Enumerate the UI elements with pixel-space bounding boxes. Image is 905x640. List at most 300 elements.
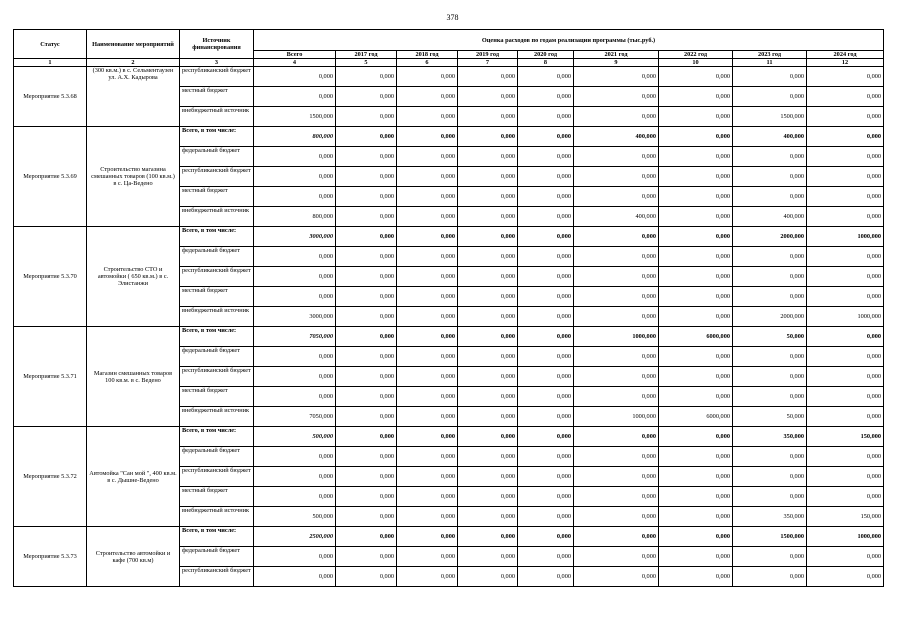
- amount-cell: 0,000: [518, 347, 574, 367]
- amount-cell: 0,000: [574, 107, 659, 127]
- col-number: 9: [574, 59, 659, 67]
- amount-cell: 0,000: [397, 447, 458, 467]
- amount-cell: 0,000: [336, 87, 397, 107]
- header-estimate: Оценка расходов по годам реализации программы (тыс.руб.): [254, 30, 884, 51]
- amount-cell: 0,000: [458, 447, 518, 467]
- amount-cell: 0,000: [254, 467, 336, 487]
- header-year: 2018 год: [397, 51, 458, 59]
- amount-cell: 0,000: [518, 167, 574, 187]
- amount-cell: 0,000: [254, 187, 336, 207]
- amount-cell: 0,000: [733, 347, 807, 367]
- amount-cell: 50,000: [733, 327, 807, 347]
- amount-cell: 0,000: [659, 107, 733, 127]
- amount-cell: 1500,000: [733, 107, 807, 127]
- amount-cell: 0,000: [336, 267, 397, 287]
- amount-cell: 0,000: [733, 87, 807, 107]
- amount-cell: 500,000: [254, 507, 336, 527]
- funding-source: республиканский бюджет: [180, 67, 254, 87]
- amount-cell: 0,000: [659, 147, 733, 167]
- amount-cell: 0,000: [659, 487, 733, 507]
- amount-cell: 0,000: [397, 87, 458, 107]
- amount-cell: 0,000: [807, 267, 884, 287]
- expenditure-table: [13, 29, 884, 587]
- header-year: 2023 год: [733, 51, 807, 59]
- amount-cell: 0,000: [458, 507, 518, 527]
- amount-cell: 150,000: [807, 427, 884, 447]
- amount-cell: 0,000: [458, 467, 518, 487]
- amount-cell: 0,000: [574, 67, 659, 87]
- amount-cell: 1000,000: [807, 307, 884, 327]
- amount-cell: 800,000: [254, 207, 336, 227]
- amount-cell: 0,000: [518, 487, 574, 507]
- amount-cell: 0,000: [659, 427, 733, 447]
- measure-name: Магазин смешанных товаров 100 кв.м. в с. Ведено: [87, 327, 180, 427]
- amount-cell: 0,000: [397, 227, 458, 247]
- amount-cell: 6000,000: [659, 407, 733, 427]
- amount-cell: 0,000: [518, 427, 574, 447]
- col-number: 12: [807, 59, 884, 67]
- amount-cell: 0,000: [336, 167, 397, 187]
- amount-cell: 0,000: [518, 547, 574, 567]
- funding-source: федеральный бюджет: [180, 147, 254, 167]
- amount-cell: 0,000: [659, 527, 733, 547]
- amount-cell: 0,000: [807, 367, 884, 387]
- amount-cell: 2000,000: [733, 227, 807, 247]
- amount-cell: 0,000: [397, 287, 458, 307]
- funding-source: федеральный бюджет: [180, 547, 254, 567]
- amount-cell: 0,000: [397, 547, 458, 567]
- amount-cell: 0,000: [397, 207, 458, 227]
- amount-cell: 1500,000: [733, 527, 807, 547]
- amount-cell: 0,000: [574, 567, 659, 587]
- amount-cell: 0,000: [336, 227, 397, 247]
- amount-cell: 0,000: [659, 507, 733, 527]
- amount-cell: 0,000: [336, 187, 397, 207]
- amount-cell: 0,000: [254, 267, 336, 287]
- amount-cell: 0,000: [733, 387, 807, 407]
- header-year: 2019 год: [458, 51, 518, 59]
- measure-status: Мероприятие 5.3.68: [14, 67, 87, 127]
- amount-cell: 0,000: [397, 347, 458, 367]
- col-number: 5: [336, 59, 397, 67]
- amount-cell: 0,000: [733, 67, 807, 87]
- amount-cell: 0,000: [807, 147, 884, 167]
- amount-cell: 0,000: [336, 527, 397, 547]
- amount-cell: 0,000: [807, 167, 884, 187]
- amount-cell: 0,000: [336, 327, 397, 347]
- amount-cell: 0,000: [659, 247, 733, 267]
- amount-cell: 0,000: [807, 127, 884, 147]
- amount-cell: 0,000: [807, 67, 884, 87]
- amount-cell: 0,000: [458, 287, 518, 307]
- col-number: 7: [458, 59, 518, 67]
- funding-source: Всего, в том числе:: [180, 127, 254, 147]
- amount-cell: 0,000: [254, 367, 336, 387]
- amount-cell: 0,000: [518, 407, 574, 427]
- amount-cell: 1000,000: [574, 407, 659, 427]
- amount-cell: 0,000: [254, 387, 336, 407]
- amount-cell: 0,000: [574, 147, 659, 167]
- amount-cell: 0,000: [458, 427, 518, 447]
- amount-cell: 0,000: [574, 507, 659, 527]
- amount-cell: 0,000: [397, 467, 458, 487]
- amount-cell: 0,000: [336, 247, 397, 267]
- amount-cell: 0,000: [659, 387, 733, 407]
- amount-cell: 0,000: [807, 387, 884, 407]
- amount-cell: 0,000: [733, 247, 807, 267]
- funding-source: Всего, в том числе:: [180, 227, 254, 247]
- amount-cell: 0,000: [397, 507, 458, 527]
- amount-cell: 0,000: [458, 227, 518, 247]
- amount-cell: 0,000: [254, 287, 336, 307]
- funding-source: внебюджетный источник: [180, 407, 254, 427]
- amount-cell: 0,000: [336, 67, 397, 87]
- amount-cell: 0,000: [397, 327, 458, 347]
- amount-cell: 0,000: [659, 227, 733, 247]
- amount-cell: 2000,000: [733, 307, 807, 327]
- amount-cell: 7050,000: [254, 327, 336, 347]
- col-number: 1: [14, 59, 87, 67]
- measure-status: Мероприятие 5.3.69: [14, 127, 87, 227]
- amount-cell: 0,000: [518, 247, 574, 267]
- amount-cell: 0,000: [807, 467, 884, 487]
- amount-cell: 0,000: [336, 547, 397, 567]
- page-number: 378: [446, 13, 459, 22]
- amount-cell: 0,000: [458, 127, 518, 147]
- amount-cell: 1500,000: [254, 107, 336, 127]
- amount-cell: 0,000: [733, 267, 807, 287]
- amount-cell: 6000,000: [659, 327, 733, 347]
- amount-cell: 0,000: [659, 567, 733, 587]
- amount-cell: 0,000: [458, 367, 518, 387]
- amount-cell: 0,000: [659, 127, 733, 147]
- measure-name: Строительство автомойки и кафе (700 кв.м): [87, 527, 180, 587]
- amount-cell: 0,000: [574, 387, 659, 407]
- header-year: 2017 год: [336, 51, 397, 59]
- amount-cell: 0,000: [458, 347, 518, 367]
- amount-cell: 0,000: [574, 227, 659, 247]
- amount-cell: 0,000: [336, 567, 397, 587]
- funding-source: местный бюджет: [180, 187, 254, 207]
- amount-cell: 0,000: [659, 207, 733, 227]
- funding-source: Всего, в том числе:: [180, 527, 254, 547]
- amount-cell: 0,000: [807, 567, 884, 587]
- measure-status: Мероприятие 5.3.70: [14, 227, 87, 327]
- amount-cell: 0,000: [458, 147, 518, 167]
- amount-cell: 350,000: [733, 507, 807, 527]
- amount-cell: 0,000: [659, 187, 733, 207]
- table-row: [14, 67, 884, 87]
- amount-cell: 0,000: [807, 447, 884, 467]
- amount-cell: 0,000: [336, 487, 397, 507]
- amount-cell: 350,000: [733, 427, 807, 447]
- amount-cell: 0,000: [254, 167, 336, 187]
- amount-cell: 0,000: [807, 407, 884, 427]
- col-number: 10: [659, 59, 733, 67]
- amount-cell: 500,000: [254, 427, 336, 447]
- amount-cell: 400,000: [574, 207, 659, 227]
- amount-cell: 0,000: [807, 347, 884, 367]
- amount-cell: 0,000: [397, 387, 458, 407]
- amount-cell: 0,000: [458, 247, 518, 267]
- table-row: [14, 127, 884, 147]
- funding-source: республиканский бюджет: [180, 467, 254, 487]
- col-number: 2: [87, 59, 180, 67]
- amount-cell: 0,000: [518, 387, 574, 407]
- amount-cell: 3000,000: [254, 227, 336, 247]
- amount-cell: 0,000: [733, 567, 807, 587]
- col-number: 11: [733, 59, 807, 67]
- amount-cell: 0,000: [574, 87, 659, 107]
- amount-cell: 0,000: [336, 427, 397, 447]
- amount-cell: 7050,000: [254, 407, 336, 427]
- amount-cell: 0,000: [458, 307, 518, 327]
- amount-cell: 0,000: [574, 467, 659, 487]
- amount-cell: 0,000: [518, 327, 574, 347]
- amount-cell: 0,000: [574, 287, 659, 307]
- funding-source: внебюджетный источник: [180, 107, 254, 127]
- amount-cell: 0,000: [733, 187, 807, 207]
- amount-cell: 1000,000: [807, 527, 884, 547]
- amount-cell: 0,000: [254, 67, 336, 87]
- header-source: Источник финансирования: [180, 30, 254, 59]
- measure-status: Мероприятие 5.3.73: [14, 527, 87, 587]
- amount-cell: 0,000: [518, 467, 574, 487]
- amount-cell: 0,000: [336, 507, 397, 527]
- amount-cell: 0,000: [254, 547, 336, 567]
- amount-cell: 0,000: [659, 167, 733, 187]
- amount-cell: 0,000: [518, 107, 574, 127]
- amount-cell: 0,000: [397, 147, 458, 167]
- amount-cell: 0,000: [518, 307, 574, 327]
- amount-cell: 0,000: [397, 307, 458, 327]
- amount-cell: 0,000: [397, 187, 458, 207]
- funding-source: местный бюджет: [180, 287, 254, 307]
- amount-cell: 0,000: [397, 367, 458, 387]
- amount-cell: 0,000: [458, 87, 518, 107]
- amount-cell: 0,000: [659, 287, 733, 307]
- amount-cell: 0,000: [397, 267, 458, 287]
- amount-cell: 0,000: [336, 127, 397, 147]
- funding-source: федеральный бюджет: [180, 447, 254, 467]
- amount-cell: 0,000: [807, 107, 884, 127]
- amount-cell: 0,000: [518, 67, 574, 87]
- amount-cell: 0,000: [518, 507, 574, 527]
- amount-cell: 0,000: [659, 367, 733, 387]
- amount-cell: 0,000: [518, 187, 574, 207]
- amount-cell: 0,000: [807, 247, 884, 267]
- amount-cell: 400,000: [733, 127, 807, 147]
- amount-cell: 0,000: [336, 207, 397, 227]
- amount-cell: 0,000: [574, 247, 659, 267]
- amount-cell: 0,000: [733, 287, 807, 307]
- funding-source: республиканский бюджет: [180, 267, 254, 287]
- funding-source: внебюджетный источник: [180, 207, 254, 227]
- amount-cell: 0,000: [518, 267, 574, 287]
- header-year: 2020 год: [518, 51, 574, 59]
- amount-cell: 0,000: [336, 307, 397, 327]
- funding-source: местный бюджет: [180, 87, 254, 107]
- col-number: 3: [180, 59, 254, 67]
- amount-cell: 0,000: [458, 107, 518, 127]
- amount-cell: 0,000: [397, 427, 458, 447]
- col-number: 4: [254, 59, 336, 67]
- amount-cell: 0,000: [574, 367, 659, 387]
- amount-cell: 0,000: [807, 207, 884, 227]
- amount-cell: 0,000: [659, 267, 733, 287]
- amount-cell: 0,000: [807, 87, 884, 107]
- funding-source: республиканский бюджет: [180, 567, 254, 587]
- funding-source: внебюджетный источник: [180, 507, 254, 527]
- amount-cell: 0,000: [254, 567, 336, 587]
- funding-source: Всего, в том числе:: [180, 327, 254, 347]
- col-number: 6: [397, 59, 458, 67]
- amount-cell: 0,000: [397, 407, 458, 427]
- funding-source: республиканский бюджет: [180, 167, 254, 187]
- amount-cell: 0,000: [659, 87, 733, 107]
- funding-source: местный бюджет: [180, 487, 254, 507]
- amount-cell: 0,000: [397, 247, 458, 267]
- amount-cell: 0,000: [397, 107, 458, 127]
- amount-cell: 0,000: [254, 447, 336, 467]
- amount-cell: 0,000: [574, 347, 659, 367]
- amount-cell: 0,000: [518, 527, 574, 547]
- amount-cell: 0,000: [336, 347, 397, 367]
- amount-cell: 0,000: [518, 447, 574, 467]
- amount-cell: 0,000: [397, 527, 458, 547]
- amount-cell: 3000,000: [254, 307, 336, 327]
- table-row: [14, 327, 884, 347]
- amount-cell: 0,000: [807, 547, 884, 567]
- measure-name: Автомойка "Сан мой ", 400 кв.м. в с. Дышне-Ведено: [87, 427, 180, 527]
- amount-cell: 1000,000: [574, 327, 659, 347]
- amount-cell: 0,000: [336, 407, 397, 427]
- table-row: [14, 527, 884, 547]
- amount-cell: 0,000: [574, 187, 659, 207]
- measure-name: Строительство СТО и автомойки ( 650 кв.м.) в с. Элистанжи: [87, 227, 180, 327]
- amount-cell: 0,000: [733, 367, 807, 387]
- header-year: 2024 год: [807, 51, 884, 59]
- amount-cell: 0,000: [254, 87, 336, 107]
- header-name: Наименование мероприятий: [87, 30, 180, 59]
- amount-cell: 0,000: [733, 487, 807, 507]
- amount-cell: 0,000: [336, 387, 397, 407]
- amount-cell: 0,000: [659, 447, 733, 467]
- amount-cell: 0,000: [336, 147, 397, 167]
- amount-cell: 0,000: [733, 167, 807, 187]
- amount-cell: 400,000: [574, 127, 659, 147]
- amount-cell: 0,000: [807, 487, 884, 507]
- amount-cell: 0,000: [458, 387, 518, 407]
- amount-cell: 400,000: [733, 207, 807, 227]
- amount-cell: 2500,000: [254, 527, 336, 547]
- amount-cell: 0,000: [397, 167, 458, 187]
- amount-cell: 0,000: [336, 107, 397, 127]
- amount-cell: 0,000: [659, 67, 733, 87]
- amount-cell: 0,000: [807, 327, 884, 347]
- amount-cell: 0,000: [807, 187, 884, 207]
- amount-cell: 800,000: [254, 127, 336, 147]
- amount-cell: 150,000: [807, 507, 884, 527]
- amount-cell: 0,000: [458, 527, 518, 547]
- amount-cell: 0,000: [458, 67, 518, 87]
- amount-cell: 0,000: [518, 147, 574, 167]
- amount-cell: 0,000: [518, 227, 574, 247]
- amount-cell: 0,000: [659, 307, 733, 327]
- amount-cell: 0,000: [254, 347, 336, 367]
- amount-cell: 0,000: [397, 567, 458, 587]
- amount-cell: 0,000: [518, 287, 574, 307]
- amount-cell: 0,000: [659, 467, 733, 487]
- amount-cell: 0,000: [518, 207, 574, 227]
- amount-cell: 0,000: [574, 447, 659, 467]
- amount-cell: 0,000: [254, 247, 336, 267]
- amount-cell: 0,000: [518, 127, 574, 147]
- funding-source: федеральный бюджет: [180, 247, 254, 267]
- amount-cell: 1000,000: [807, 227, 884, 247]
- measure-status: Мероприятие 5.3.72: [14, 427, 87, 527]
- measure-name: (300 кв.м.) в с. Сельментаузен ул. А.Х. Кадырова: [87, 67, 180, 127]
- header-year: 2022 год: [659, 51, 733, 59]
- amount-cell: 50,000: [733, 407, 807, 427]
- amount-cell: 0,000: [518, 367, 574, 387]
- measure-name: Строительство магазина смешанных товаров (100 кв.м.) в с. Ца-Ведено: [87, 127, 180, 227]
- amount-cell: 0,000: [458, 207, 518, 227]
- amount-cell: 0,000: [574, 267, 659, 287]
- amount-cell: 0,000: [733, 147, 807, 167]
- amount-cell: 0,000: [458, 407, 518, 427]
- amount-cell: 0,000: [336, 287, 397, 307]
- amount-cell: 0,000: [574, 527, 659, 547]
- amount-cell: 0,000: [574, 307, 659, 327]
- amount-cell: 0,000: [458, 187, 518, 207]
- amount-cell: 0,000: [574, 427, 659, 447]
- amount-cell: 0,000: [458, 487, 518, 507]
- header-status: Статус: [14, 30, 87, 59]
- amount-cell: 0,000: [733, 467, 807, 487]
- amount-cell: 0,000: [254, 147, 336, 167]
- amount-cell: 0,000: [336, 467, 397, 487]
- amount-cell: 0,000: [574, 487, 659, 507]
- amount-cell: 0,000: [518, 87, 574, 107]
- amount-cell: 0,000: [659, 347, 733, 367]
- amount-cell: 0,000: [733, 547, 807, 567]
- amount-cell: 0,000: [518, 567, 574, 587]
- header-year: 2021 год: [574, 51, 659, 59]
- funding-source: республиканский бюджет: [180, 367, 254, 387]
- amount-cell: 0,000: [397, 67, 458, 87]
- amount-cell: 0,000: [458, 267, 518, 287]
- funding-source: внебюджетный источник: [180, 307, 254, 327]
- amount-cell: 0,000: [336, 367, 397, 387]
- amount-cell: 0,000: [458, 327, 518, 347]
- table-row: [14, 227, 884, 247]
- amount-cell: 0,000: [458, 167, 518, 187]
- funding-source: Всего, в том числе:: [180, 427, 254, 447]
- funding-source: федеральный бюджет: [180, 347, 254, 367]
- amount-cell: 0,000: [659, 547, 733, 567]
- table-body: [14, 67, 884, 587]
- amount-cell: 0,000: [397, 127, 458, 147]
- table-row: [14, 427, 884, 447]
- funding-source: местный бюджет: [180, 387, 254, 407]
- amount-cell: 0,000: [458, 547, 518, 567]
- amount-cell: 0,000: [733, 447, 807, 467]
- col-number: 8: [518, 59, 574, 67]
- amount-cell: 0,000: [574, 167, 659, 187]
- amount-cell: 0,000: [336, 447, 397, 467]
- amount-cell: 0,000: [574, 547, 659, 567]
